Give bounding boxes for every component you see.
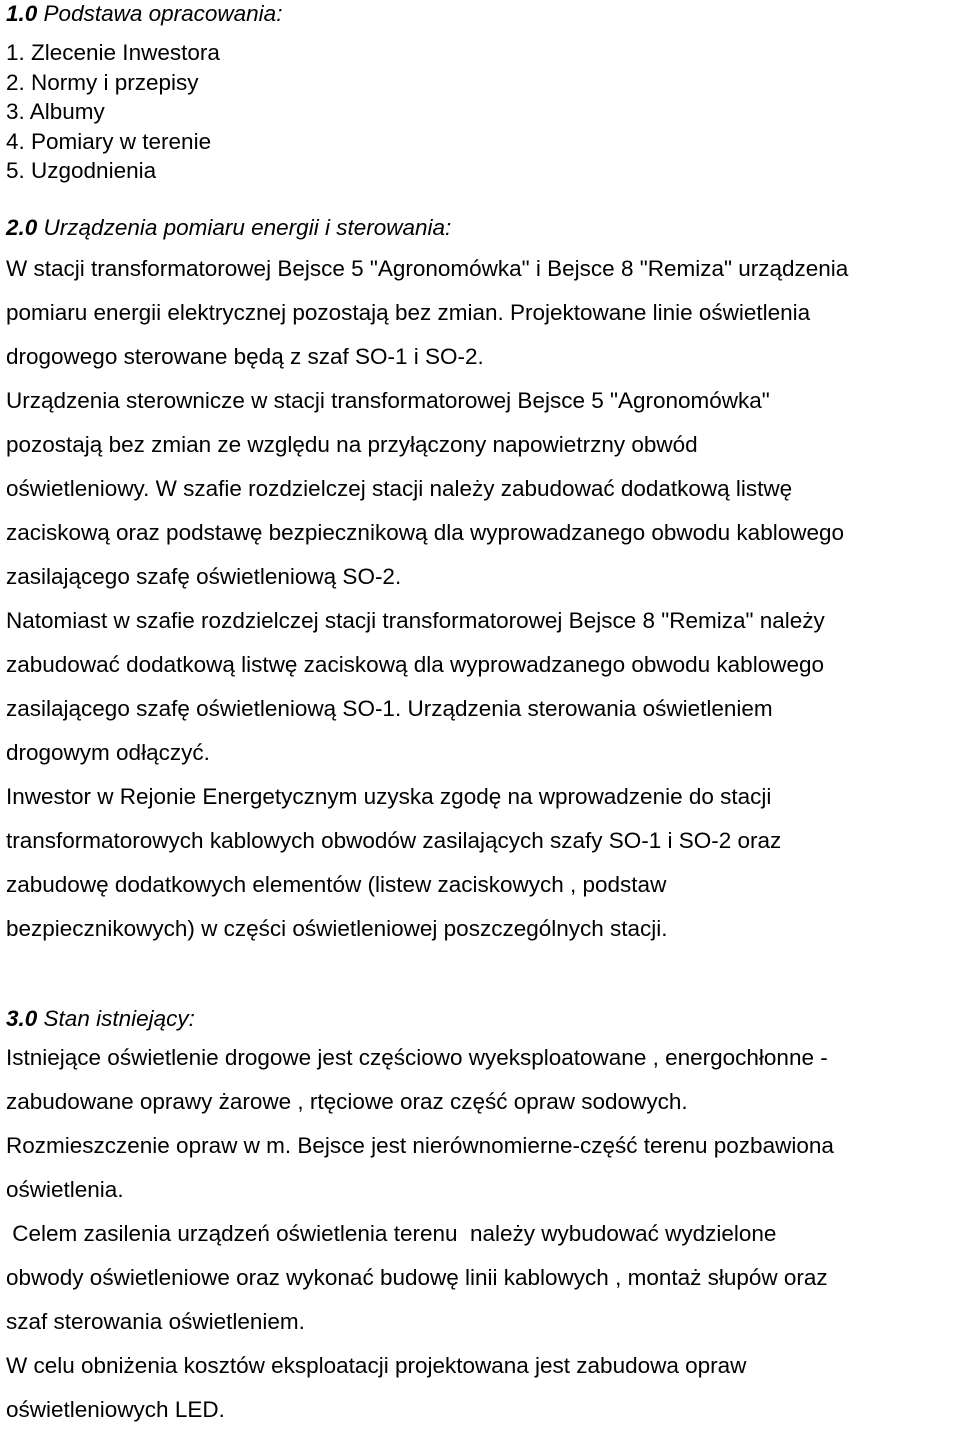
- text-line: Rozmieszczenie opraw w m. Bejsce jest nierównomierne-część terenu pozbawiona: [6, 1132, 834, 1158]
- section-1-number: 1.0: [6, 1, 38, 26]
- text-line: zaciskową oraz podstawę bezpiecznikową dla wyprowadzanego obwodu kablowego: [6, 519, 845, 545]
- list-item: 1. Zlecenie Inwestora: [6, 40, 220, 65]
- list-item: 3. Albumy: [6, 99, 105, 124]
- text-line: Celem zasilenia urządzeń oświetlenia terenu należy wybudować wydzielone: [6, 1220, 777, 1246]
- list-item: 2. Normy i przepisy: [6, 69, 199, 95]
- text-line: szaf sterowania oświetleniem.: [6, 1308, 305, 1334]
- text-line: W celu obniżenia kosztów eksploatacji projektowana jest zabudowa opraw: [6, 1352, 747, 1378]
- text-line: Istniejące oświetlenie drogowe jest częściowo wyeksploatowane , energochłonne -: [6, 1044, 828, 1070]
- section-2-heading: [6, 214, 956, 242]
- text-line: zasilającego szafę oświetleniową SO-2.: [6, 563, 402, 589]
- text-line: drogowym odłączyć.: [6, 739, 210, 765]
- text-line: obwody oświetleniowe oraz wykonać budowę linii kablowych , montaż słupów oraz: [6, 1264, 828, 1290]
- text-line: Natomiast w szafie rozdzielczej stacji transformatorowej Bejsce 8 "Remiza" należy: [6, 607, 825, 633]
- text-line: oświetleniowych LED.: [6, 1396, 225, 1422]
- text-line: zabudowane oprawy żarowe , rtęciowe oraz część opraw sodowych.: [6, 1088, 688, 1114]
- text-line: W stacji transformatorowej Bejsce 5 "Agronomówka" i Bejsce 8 "Remiza" urządzenia: [6, 255, 849, 281]
- section-3-title: Stan istniejący:: [43, 1005, 195, 1031]
- text-line: Urządzenia sterownicze w stacji transformatorowej Bejsce 5 "Agronomówka": [6, 387, 770, 413]
- section-1-heading: [6, 0, 956, 28]
- section-1-title: Podstawa opracowania:: [43, 1, 283, 26]
- section-1-list: [6, 38, 956, 186]
- text-line: zabudować dodatkową listwę zaciskową dla wyprowadzanego obwodu kablowego: [6, 651, 824, 677]
- text-line: pomiaru energii elektrycznej pozostają bez zmian. Projektowane linie oświetlenia: [6, 299, 811, 325]
- list-item: 5. Uzgodnienia: [6, 158, 157, 183]
- section-2-number: 2.0: [6, 214, 38, 240]
- document-page: [6, 0, 956, 1432]
- text-line: Inwestor w Rejonie Energetycznym uzyska zgodę na wprowadzenie do stacji: [6, 783, 772, 809]
- section-2-title: Urządzenia pomiaru energii i sterowania:: [43, 214, 452, 240]
- text-line: zasilającego szafę oświetleniową SO-1. Urządzenia sterowania oświetleniem: [6, 695, 773, 721]
- text-line: oświetleniowy. W szafie rozdzielczej stacji należy zabudować dodatkową listwę: [6, 475, 793, 501]
- text-line: drogowego sterowane będą z szaf SO-1 i SO-2.: [6, 343, 484, 369]
- text-line: oświetlenia.: [6, 1176, 124, 1202]
- text-line: transformatorowych kablowych obwodów zasilających szafy SO-1 i SO-2 oraz: [6, 827, 782, 853]
- text-line: zabudowę dodatkowych elementów (listew zaciskowych , podstaw: [6, 871, 667, 897]
- section-3-body: [6, 1036, 956, 1432]
- section-3-number: 3.0: [6, 1005, 38, 1031]
- text-line: bezpiecznikowych) w części oświetleniowej poszczególnych stacji.: [6, 915, 668, 941]
- section-3-heading: [6, 1005, 956, 1033]
- section-2-body: [6, 247, 956, 951]
- list-item: 4. Pomiary w terenie: [6, 128, 212, 154]
- text-line: pozostają bez zmian ze względu na przyłączony napowietrzny obwód: [6, 431, 698, 457]
